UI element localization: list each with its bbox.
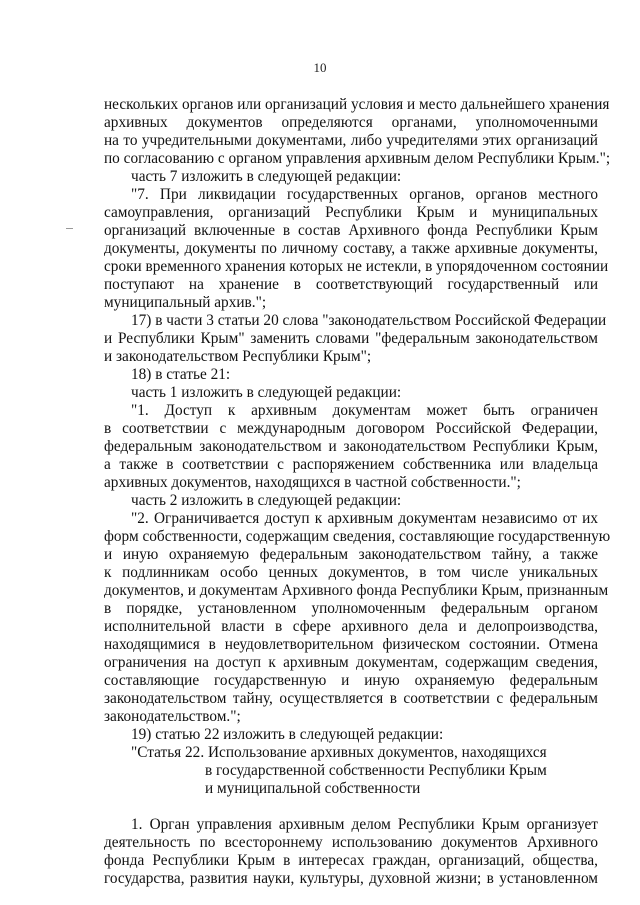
text-line: законодательством."; <box>104 708 241 725</box>
text-line: 18) в статье 21: <box>131 366 231 383</box>
text-line: "2. Ограничивается доступ к архивным документам независимо от их <box>131 510 598 527</box>
text-line: на то учредительными документами, либо учредителями этих организаций <box>104 132 598 149</box>
text-line: в порядке, установленном уполномоченным федеральным органом <box>104 600 598 617</box>
text-line: фонда Республики Крым в интересах граждан, организаций, общества, <box>104 852 598 869</box>
text-line: и иную охраняемую федеральным законодательством тайну, а также <box>104 546 598 563</box>
article-heading-line: в государственной собственности Республики Крым <box>205 762 547 779</box>
margin-mark <box>66 228 73 229</box>
text-line: исполнительной власти в сфере архивного дела и делопроизводства, <box>104 618 598 635</box>
text-line: сроки временного хранения которых не истекли, в упорядоченном состоянии <box>104 258 609 275</box>
text-line: нескольких органов или организаций условия и место дальнейшего хранения <box>104 96 610 113</box>
text-line: документов, и документам Архивного фонда Республики Крым, признанным <box>104 582 609 599</box>
text-line: часть 2 изложить в следующей редакции: <box>131 492 402 509</box>
text-line: форм собственности, содержащим сведения, составляющие государственную <box>104 528 611 545</box>
text-line: "7. При ликвидации государственных органов, органов местного <box>131 186 598 203</box>
text-line: архивных документов определяются органами, уполномоченными <box>104 114 598 131</box>
article-heading-line: "Статья 22. Использование архивных документов, находящихся <box>131 744 547 761</box>
text-line: в соответствии с международным договором Российской Федерации, <box>104 420 598 437</box>
text-line: федеральным законодательством и законодательством Республики Крым, <box>104 438 598 455</box>
text-line: а также в соответствии с распоряжением собственника или владельца <box>104 456 598 473</box>
text-line: по согласованию с органом управления архивным делом Республики Крым."; <box>104 150 611 167</box>
text-line: самоуправления, организаций Республики Крым и муниципальных <box>104 204 598 221</box>
text-line: архивных документов, находящихся в частной собственности."; <box>104 474 521 491</box>
text-line: "1. Доступ к архивным документам может быть ограничен <box>131 402 598 419</box>
text-line: составляющие государственную и иную охраняемую федеральным <box>104 672 598 689</box>
text-line: и законодательством Республики Крым"; <box>104 348 372 365</box>
text-line: государства, развития науки, культуры, духовной жизни; в установленном <box>104 870 598 887</box>
page-number: 10 <box>313 60 327 75</box>
text-line: документы, документы по личному составу, а также архивные документы, <box>104 240 598 257</box>
text-line: часть 1 изложить в следующей редакции: <box>131 384 402 401</box>
article-heading-line: и муниципальной собственности <box>205 780 421 797</box>
text-line: и Республики Крым" заменить словами "федеральным законодательством <box>104 330 598 347</box>
text-line: к подлинникам особо ценных документов, в том числе уникальных <box>104 564 598 581</box>
text-line: 17) в части 3 статьи 20 слова "законодательством Российской Федерации <box>131 312 607 329</box>
text-line: часть 7 изложить в следующей редакции: <box>131 168 402 185</box>
text-line: находящимися в неудовлетворительном физическом состоянии. Отмена <box>104 636 598 653</box>
text-line: муниципальный архив."; <box>104 294 267 311</box>
text-line: организаций включенные в состав Архивного фонда Республики Крым <box>104 222 598 239</box>
text-line: 19) статью 22 изложить в следующей редакции: <box>131 726 444 743</box>
text-line: поступают на хранение в соответствующий государственный или <box>104 276 598 293</box>
text-line: 1. Орган управления архивным делом Республики Крым организует <box>131 816 598 833</box>
text-line: законодательством тайну, осуществляется в соответствии с федеральным <box>104 690 598 707</box>
text-line: ограничения на доступ к архивным документам, содержащим сведения, <box>104 654 598 671</box>
text-line: деятельность по всестороннему использованию документов Архивного <box>104 834 598 851</box>
